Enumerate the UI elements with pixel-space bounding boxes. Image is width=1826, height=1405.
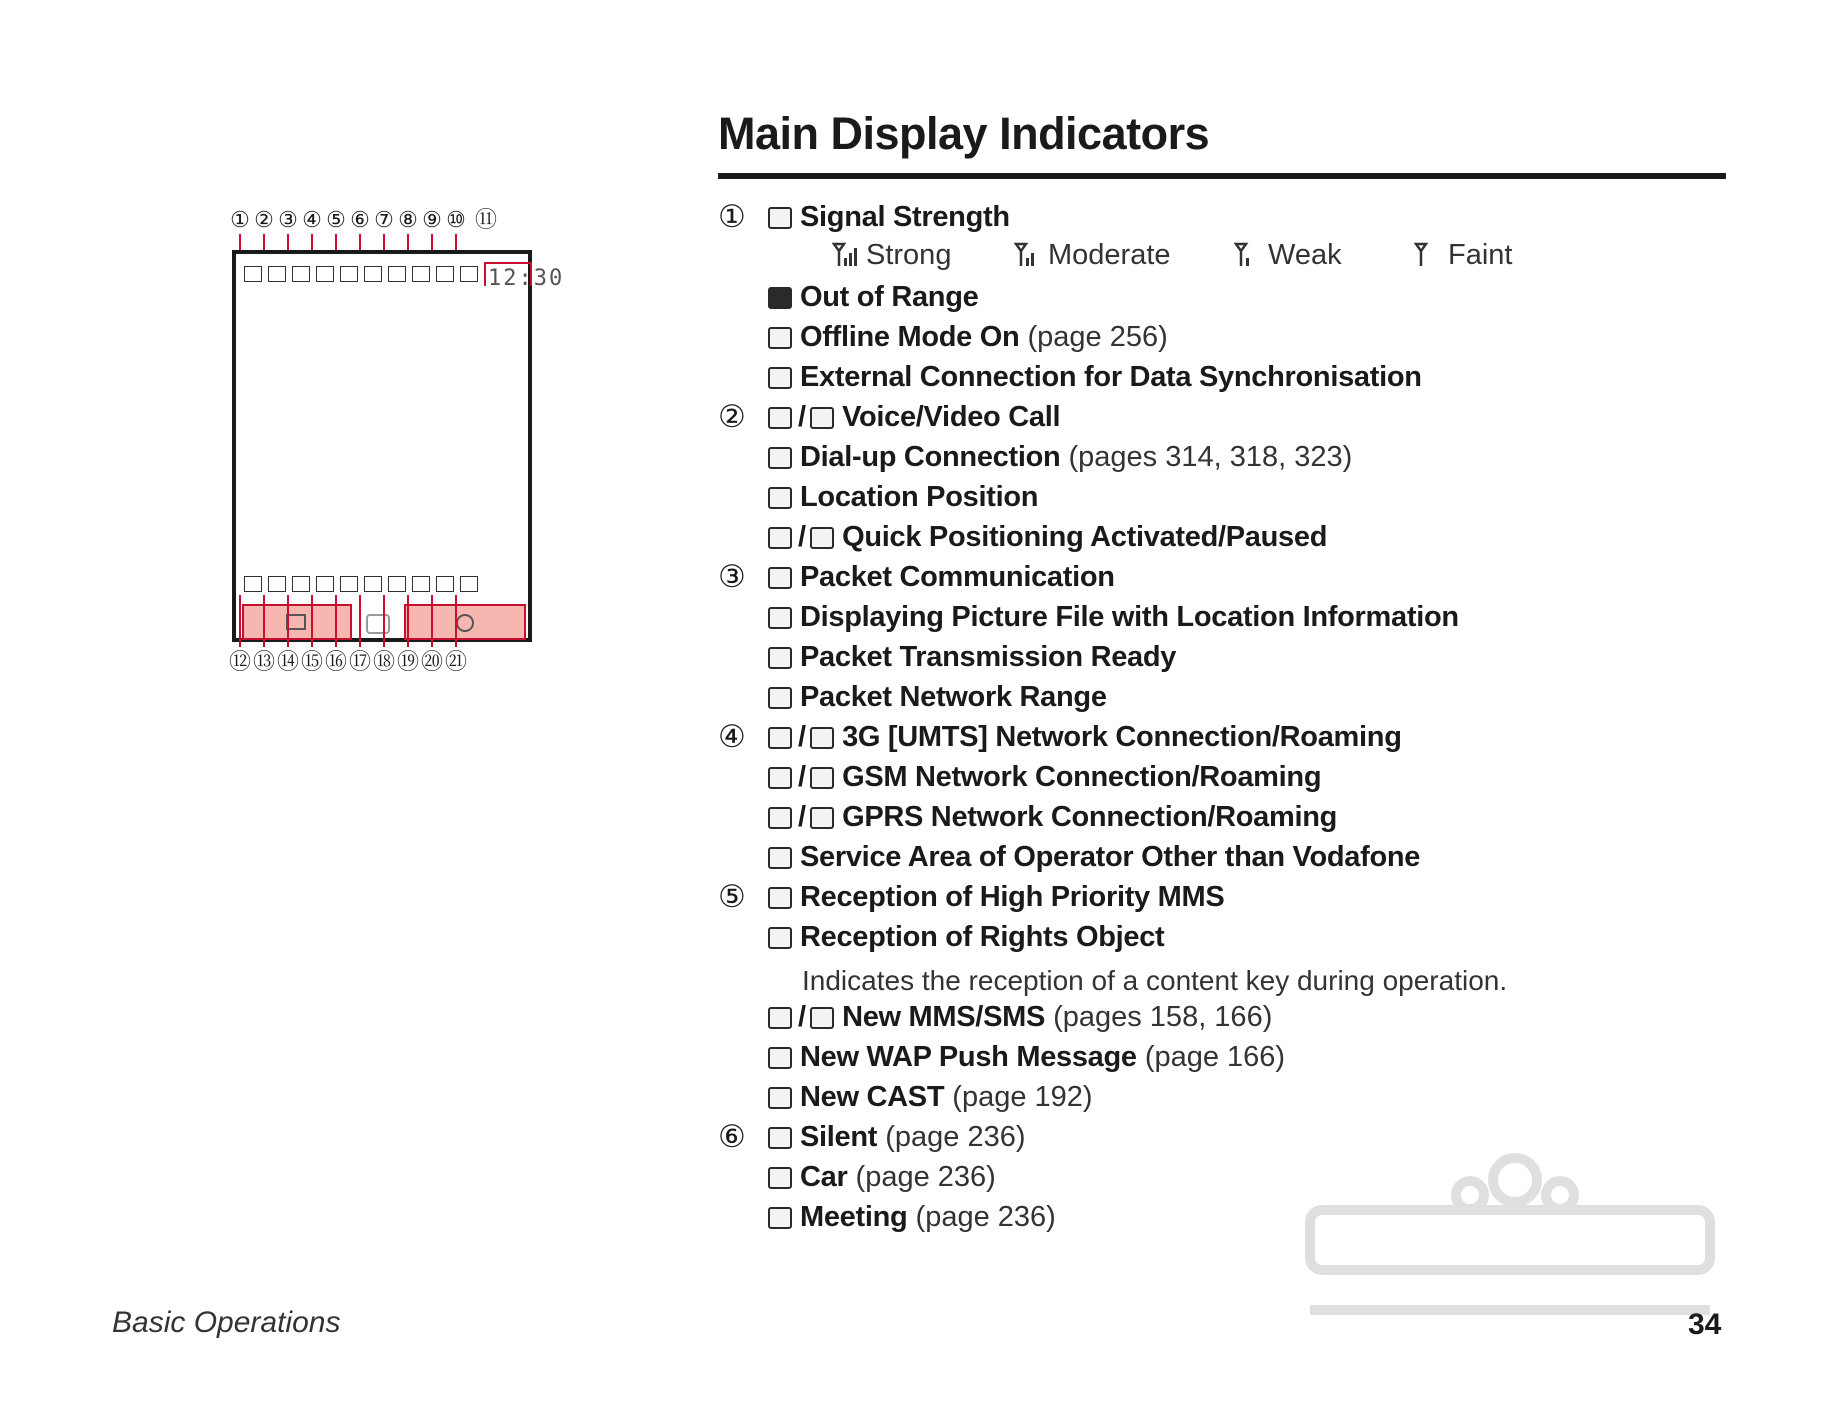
bottom-indicator-icon (340, 576, 358, 592)
page-title: Main Display Indicators (718, 108, 1210, 159)
bottom-indicator-icon (244, 576, 262, 592)
bottom-indicator-icon (268, 576, 286, 592)
callout-number-bottom: ⑱ (372, 649, 395, 674)
indicator-entry (768, 478, 1038, 516)
other-operator-icon (768, 847, 792, 869)
quick-positioning-paused-icon (810, 527, 834, 549)
indicator-entry (768, 798, 1337, 836)
indicator-label: Silent (800, 1121, 878, 1153)
status-indicator-icon (340, 266, 358, 282)
signal-level (1014, 236, 1171, 274)
callout-number-top: ⑩ (446, 207, 466, 232)
page-reference: (page 166) (1144, 1041, 1286, 1073)
status-indicator-icon (436, 266, 454, 282)
indicator-entry (768, 438, 1352, 476)
callout-number-top: ⑨ (422, 207, 442, 232)
indicator-entry (768, 638, 1176, 676)
status-indicator-icon (364, 266, 382, 282)
indicator-label: New WAP Push Message (800, 1041, 1137, 1073)
status-indicator-icon (316, 266, 334, 282)
page-reference: (page 256) (1027, 321, 1168, 353)
callout-number-bottom: ⑮ (300, 649, 323, 674)
new-mms-icon (768, 1007, 792, 1029)
dial-up-icon (768, 447, 792, 469)
indicator-entry (768, 318, 1168, 356)
packet-communication-icon (768, 567, 792, 589)
callout-line (335, 595, 337, 647)
bottom-indicator-icon (388, 576, 406, 592)
callout-number-bottom: ㉑ (444, 649, 467, 674)
indicator-entry (768, 278, 978, 316)
indicator-label: Signal Strength (800, 201, 1010, 233)
quick-positioning-activated-icon (768, 527, 792, 549)
indicator-entry (768, 1198, 1056, 1236)
signal-bar (849, 253, 852, 266)
signal-level-label: Faint (1448, 239, 1513, 271)
icon-separator: / (798, 721, 807, 753)
icon-separator: / (798, 801, 807, 833)
callout-line (431, 595, 433, 647)
new-sms-icon (810, 1007, 834, 1029)
antenna-icon (1234, 242, 1262, 268)
signal-level (1414, 236, 1512, 274)
callout-number-bottom: ⑰ (348, 649, 371, 674)
gsm-network-icon (768, 767, 792, 789)
page-reference: (page 236) (855, 1161, 996, 1193)
indicator-label: 3G [UMTS] Network Connection/Roaming (842, 721, 1402, 753)
indicator-label: Reception of Rights Object (800, 921, 1165, 953)
indicator-entry (768, 678, 1107, 716)
indicator-label: Offline Mode On (800, 321, 1020, 353)
signal-bar (1246, 258, 1249, 266)
status-indicator-icon (292, 266, 310, 282)
callout-line (383, 595, 385, 647)
callout-number-bottom: ⑫ (228, 649, 251, 674)
callout-line (311, 595, 313, 647)
softkey-right (404, 604, 526, 640)
callout-number-bottom: ⑬ (252, 649, 275, 674)
silent-icon (768, 1127, 792, 1149)
signal-level-label: Weak (1268, 239, 1342, 271)
section-number: ② (718, 399, 746, 434)
title-rule (718, 173, 1726, 179)
indicator-entry (768, 1158, 996, 1196)
indicator-label: Quick Positioning Activated/Paused (842, 521, 1328, 553)
callout-number-bottom: ⑳ (420, 649, 443, 674)
indicator-entry (768, 1038, 1285, 1076)
high-priority-mms-icon (768, 887, 792, 909)
antenna-icon (832, 242, 860, 268)
status-indicator-icon (412, 266, 430, 282)
signal-level (1234, 236, 1342, 274)
clock-readout: 12:30 (488, 266, 565, 291)
signal-bar (1026, 258, 1029, 266)
page-reference: (page 192) (952, 1081, 1093, 1113)
indicator-label: Packet Transmission Ready (800, 641, 1177, 673)
callout-line (239, 595, 241, 647)
indicator-label: Dial-up Connection (800, 441, 1061, 473)
section-number: ④ (718, 719, 746, 754)
indicator-entry (768, 598, 1459, 636)
bottom-indicator-icon (316, 576, 334, 592)
callout-number-top: ⑧ (398, 207, 418, 232)
location-position-icon (768, 487, 792, 509)
page-reference: (pages 158, 166) (1053, 1001, 1273, 1033)
indicator-entry (768, 358, 1422, 396)
indicator-label: New MMS/SMS (842, 1001, 1046, 1033)
voice-call-icon (768, 407, 792, 429)
page-reference: (pages 314, 318, 323) (1068, 441, 1353, 473)
callout-line (263, 595, 265, 647)
indicator-label: GSM Network Connection/Roaming (842, 761, 1322, 793)
indicator-label: Out of Range (800, 281, 979, 313)
indicator-entry (768, 1078, 1093, 1116)
gprs-roaming-icon (810, 807, 834, 829)
meeting-icon (768, 1207, 792, 1229)
packet-network-range-icon (768, 687, 792, 709)
nav-key-icon (366, 614, 390, 634)
bottom-indicator-icon (412, 576, 430, 592)
car-icon (768, 1167, 792, 1189)
callout-line (455, 595, 457, 647)
icon-separator: / (798, 521, 807, 553)
signal-bar (854, 248, 857, 266)
indicator-label: External Connection for Data Synchronisation (800, 361, 1422, 393)
signal-level-label: Strong (866, 239, 952, 271)
icon-separator: / (798, 1001, 807, 1033)
section-number: ③ (718, 559, 746, 594)
page-reference: (page 236) (885, 1121, 1026, 1153)
3g-network-icon (768, 727, 792, 749)
indicator-label: Service Area of Operator Other than Vodafone (800, 841, 1421, 873)
gprs-network-icon (768, 807, 792, 829)
callout-line (359, 595, 361, 647)
section-number: ⑥ (718, 1119, 746, 1154)
rights-object-note: Indicates the reception of a content key during operation. (802, 965, 1508, 996)
rights-object-icon (768, 927, 792, 949)
antenna-icon (1414, 242, 1442, 268)
phone-screen (232, 250, 565, 642)
indicator-entry (768, 518, 1327, 556)
bottom-indicator-icon (436, 576, 454, 592)
indicator-label: Voice/Video Call (842, 401, 1061, 433)
mail-icon (286, 614, 306, 630)
circle-icon (456, 614, 474, 632)
indicator-label: Reception of High Priority MMS (800, 881, 1225, 913)
indicator-label: New CAST (800, 1081, 945, 1113)
page-number: 34 (1688, 1308, 1722, 1341)
indicator-entry (768, 398, 1060, 436)
indicator-label: Packet Network Range (800, 681, 1107, 713)
indicator-label: Car (800, 1161, 848, 1193)
packet-transmission-ready-icon (768, 647, 792, 669)
bottom-indicator-icon (364, 576, 382, 592)
callout-number-top: ① (230, 207, 250, 232)
signal-bar (844, 258, 847, 266)
indicator-entry (768, 758, 1321, 796)
status-indicator-icon (460, 266, 478, 282)
external-connection-icon (768, 367, 792, 389)
icon-separator: / (798, 761, 807, 793)
indicator-label: GPRS Network Connection/Roaming (842, 801, 1338, 833)
indicator-entry (768, 558, 1115, 596)
callout-number-top: ⑤ (326, 207, 346, 232)
callout-number-bottom: ⑭ (276, 649, 299, 674)
section-number: ⑤ (718, 879, 746, 914)
signal-bar (1031, 253, 1034, 266)
callout-number-bottom: ⑯ (324, 649, 347, 674)
callout-number-top: ④ (302, 207, 322, 232)
picture-location-icon (768, 607, 792, 629)
antenna-icon (1014, 242, 1042, 268)
gsm-roaming-icon (810, 767, 834, 789)
callout-line (287, 595, 289, 647)
callout-number-top: ⑦ (374, 207, 394, 232)
baidu-watermark-logo (1300, 1140, 1730, 1340)
callout-number-top: ③ (278, 207, 298, 232)
video-call-icon (810, 407, 834, 429)
callout-number-top: ⑪ (474, 207, 497, 232)
indicator-label: Location Position (800, 481, 1039, 513)
indicator-entry (768, 838, 1420, 876)
footer-section-title: Basic Operations (112, 1306, 341, 1339)
bottom-indicator-icon (292, 576, 310, 592)
indicator-label: Displaying Picture File with Location Information (800, 601, 1459, 633)
signal-level-label: Moderate (1048, 239, 1171, 271)
offline-mode-icon (768, 327, 792, 349)
callout-number-top: ⑥ (350, 207, 370, 232)
indicator-entry (768, 198, 1010, 236)
indicator-entry (768, 1118, 1026, 1156)
3g-roaming-icon (810, 727, 834, 749)
indicator-entry (768, 878, 1224, 916)
indicator-entry (768, 718, 1402, 756)
signal-strength-icon (768, 207, 792, 229)
indicator-label: Meeting (800, 1201, 908, 1233)
callout-number-top: ② (254, 207, 274, 232)
wap-push-icon (768, 1047, 792, 1069)
page-reference: (page 236) (915, 1201, 1056, 1233)
out-of-range-icon (768, 287, 792, 309)
indicator-entry (768, 998, 1272, 1036)
status-indicator-icon (388, 266, 406, 282)
indicator-entry (768, 918, 1164, 956)
bottom-indicator-icon (460, 576, 478, 592)
icon-separator: / (798, 401, 807, 433)
callout-line (407, 595, 409, 647)
signal-level (832, 236, 951, 274)
section-number: ① (718, 199, 746, 234)
status-indicator-icon (268, 266, 286, 282)
indicator-label: Packet Communication (800, 561, 1115, 593)
status-indicator-icon (244, 266, 262, 282)
new-cast-icon (768, 1087, 792, 1109)
callout-number-bottom: ⑲ (396, 649, 419, 674)
